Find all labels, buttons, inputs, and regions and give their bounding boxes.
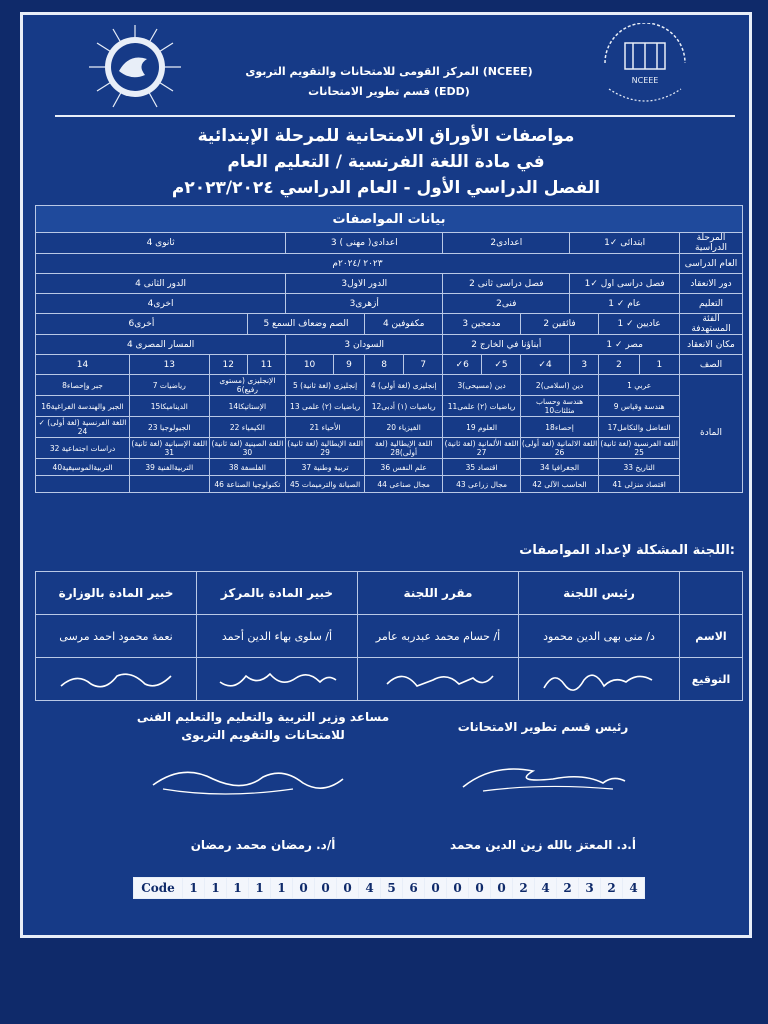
code-digit: 4 [623,878,645,899]
signature-row-label: التوقيع [680,658,743,701]
stage-option: اعدادى2 [443,233,570,254]
code-digit: 4 [359,878,381,899]
title-line-3: الفصل الدراسي الأول - العام الدراسي ٢٠٢٣/٢٠٢٤م [171,178,601,198]
subject-cell: الصيانة والترميمات 45 [286,476,365,493]
code-digit: 1 [249,878,271,899]
code-digit: 0 [491,878,513,899]
subject-cell: إنجليزى (لغة ثانية) 5 [286,375,365,396]
subject-cell: اقتصاد منزلى 41 [599,476,680,493]
header-divider [55,115,735,117]
member-signature [36,658,197,701]
session-label: دور الانعقاد [680,274,743,294]
subject-cell: اللغة الإسبانية (لغة ثانية) 31 [131,439,208,457]
grade-cell: 11 [247,355,285,375]
subject-cell: تكنولوجيا الصناعة 46 [209,476,286,493]
education-option: اخرى4 [36,294,286,314]
subject-cell: إحصاء18 [520,417,598,438]
subject-cell: اللغة الإيطالية (لغة ثانية) 29 [287,439,363,457]
committee-header: رئيس اللجنة [519,572,680,615]
grade-cell: 8 [365,355,404,375]
specification-table [35,205,743,493]
grade-label: الصف [680,355,743,375]
session-option: فصل دراسى اول ✓1 [570,274,680,294]
subject-cell: اللغة الألمانية (لغة ثانية) 27 [444,439,519,457]
grade-cell: 1 [639,355,679,375]
title-line-1: مواصفات الأوراق الامتحانية للمرحلة الإبتدائية [197,126,575,146]
target-option: عاديين ✓ 1 [599,314,680,335]
subject-cell: الديناميكا15 [130,396,210,417]
subject-cell: إنجليزى (لغة أولى) 4 [365,375,443,396]
code-digit: 2 [557,878,579,899]
subject-cell: اللغة الالمانية (لغة أولى) 26 [521,439,598,457]
code-digit: 0 [447,878,469,899]
subject-cell: عربي 1 [599,375,680,396]
left-emblem-logo [85,23,185,111]
member-name: أ/ سلوى بهاء الدين أحمد [197,615,358,658]
assistant-minister-title-line1: مساعد وزير التربية والتعليم والتعليم الفنى [136,710,390,724]
stage-option: ابتدائى ✓1 [570,233,680,254]
subject-cell: اللغة الفرنسية (لغة ثانية) 25 [600,439,678,457]
education-option: أزهرى3 [286,294,443,314]
subject-cell: رياضيات (٢) علمى 13 [286,396,365,417]
exam-dev-head-name: أ.د. المعتز بالله زين الدين محمد [450,838,636,852]
code-digit: 2 [513,878,535,899]
target-option: مدمجين 3 [443,314,521,335]
subject-cell: العلوم 19 [443,417,521,438]
education-option: عام ✓ 1 [570,294,680,314]
session-option: فصل دراسى ثانى 2 [443,274,570,294]
target-option: أخرى6 [36,314,248,335]
member-name: نعمة محمود احمد مرسى [36,615,197,658]
session-option: الدور الاول3 [286,274,443,294]
corner-cell [680,572,743,615]
code-digit: 1 [271,878,293,899]
subject-cell: الكيمياء 22 [209,417,286,438]
code-digit: 0 [337,878,359,899]
code-digit: 1 [183,878,205,899]
code-digit: 0 [293,878,315,899]
code-strip [133,877,645,899]
subject-cell: مجال زراعى 43 [443,476,521,493]
grade-cell: 7 [404,355,443,375]
target-option: مكفوفين 4 [365,314,443,335]
subject-cell [36,476,130,493]
place-option: السودان 3 [286,335,443,355]
subject-cell: الجبر والهندسة الفراغية16 [36,396,130,417]
subject-cell: رياضيات 7 [130,375,210,396]
subject-cell: التاريخ 33 [599,459,680,476]
place-option: مصر ✓ 1 [570,335,680,355]
subject-cell: الجغرافيا 34 [520,459,598,476]
education-label: التعليم [680,294,743,314]
session-option: الدور الثانى 4 [36,274,286,294]
subject-cell: التربيةالموسيقية40 [36,459,130,476]
subject-label: المادة [680,375,743,493]
org-name-line: المركز القومى للامتحانات والتقويم التربوى (NCEEE) [245,65,533,78]
grade-cell: 2 [599,355,639,375]
document-page [20,12,752,938]
member-signature [358,658,519,701]
title-line-2: في مادة اللغة الفرنسية / التعليم العام [227,152,545,172]
target-label: الفئة المستهدفة [680,314,743,335]
stage-option: اعدادى( مهنى ) 3 [286,233,443,254]
subject-cell: اللغة الصينية (لغة ثانية) 30 [209,438,286,459]
assistant-minister-name: أ/د. رمضان محمد رمضان [190,838,336,852]
subject-cell: اللغة الفرنسية (لغة أولى) ✓ 24 [36,417,130,438]
nceee-logo [595,23,695,111]
subject-cell: الجيولوجيا 23 [130,417,210,438]
committee-header: خبير المادة بالوزارة [36,572,197,615]
subject-cell: الفلسفة 38 [209,459,286,476]
code-digit: 2 [601,878,623,899]
subject-cell: الإستاتيكا14 [209,396,286,417]
exam-dev-head-title: رئيس قسم تطوير الامتحانات [457,720,629,734]
exam-dev-head-signature [453,753,633,803]
subject-cell: رياضيات (٢) علمى11 [443,396,521,417]
member-name: د/ منى بهى الدين محمود [519,615,680,658]
grade-cell: 6✓ [443,355,482,375]
member-signature [519,658,680,701]
place-label: مكان الانعقاد [680,335,743,355]
subject-cell: دين (مسيحى)3 [443,375,521,396]
assistant-minister-title-line2: للامتحانات والتقويم التربوى [181,728,345,742]
grade-cell: 5✓ [482,355,521,375]
committee-header: مقرر اللجنة [358,572,519,615]
member-name: أ/ حسام محمد عبدربه عامر [358,615,519,658]
subject-cell: الفيزياء 20 [365,417,443,438]
subject-cell: اقتصاد 35 [443,459,521,476]
grade-cell: 13 [130,355,210,375]
code-digit: 3 [579,878,601,899]
subject-cell: الأحياء 21 [286,417,365,438]
grade-cell: 12 [209,355,247,375]
place-option: أبناؤنا في الخارج 2 [443,335,570,355]
subject-cell: تربية وطنية 37 [286,459,365,476]
department-name-line: قسم تطوير الامتحانات (EDD) [308,85,470,98]
spec-heading: بيانات المواصفات [36,206,743,233]
code-digit: 5 [381,878,403,899]
grade-cell: 3 [570,355,599,375]
place-option: المسار المصرى 4 [36,335,286,355]
grade-cell: 14 [36,355,130,375]
committee-header: خبير المادة بالمركز [197,572,358,615]
year-label: العام الدراسى [680,254,743,274]
subject-cell: جبر وإحصاء8 [36,375,130,396]
code-digit: 6 [403,878,425,899]
target-option: فائقين 2 [520,314,598,335]
stage-label: المرحلة الدراسية [680,233,743,254]
subject-cell: هندسة وحساب مثلثات10 [520,396,598,417]
document-titles [23,123,749,201]
grade-cell: 4✓ [520,355,569,375]
education-option: فنى2 [443,294,570,314]
subject-cell: دراسات اجتماعية 32 [36,438,130,459]
code-digit: 0 [425,878,447,899]
code-digit: 4 [535,878,557,899]
subject-cell: رياضيات (١) أدبى12 [365,396,443,417]
year-value: ٢٠٢٣ /٢٠٢٤م [36,254,680,274]
header [23,19,749,119]
subject-cell: مجال صناعى 44 [365,476,443,493]
code-digit: 1 [227,878,249,899]
subject-cell: اللغة الإيطالية (لغة أولى)28 [365,438,443,459]
subject-cell [130,476,210,493]
code-digit: 0 [469,878,491,899]
subject-cell: هندسة وقياس 9 [599,396,680,417]
stage-option: ثانوى 4 [36,233,286,254]
grade-cell: 9 [333,355,364,375]
subject-cell: الإنجليزى (مستوى رفيع)6 [209,375,286,396]
assistant-minister-signature [143,759,363,809]
grade-cell: 10 [286,355,334,375]
subject-cell: دين (اسلامى)2 [520,375,598,396]
name-row-label: الاسم [680,615,743,658]
subject-cell: التربيةالفنية 39 [130,459,210,476]
officials-section [23,705,749,865]
target-option: الصم وضعاف السمع 5 [247,314,364,335]
subject-cell: التفاضل والتكامل17 [599,417,680,438]
subject-cell: علم النفس 36 [365,459,443,476]
code-label: Code [134,878,183,899]
member-signature [197,658,358,701]
logo-caption: NCEEE [631,76,659,85]
committee-table [35,571,743,701]
committee-title: اللجنة المشكلة لإعداد المواصفات: [519,543,735,558]
code-digit: 1 [205,878,227,899]
subject-cell: الحاسب الآلى 42 [520,476,598,493]
code-digit: 0 [315,878,337,899]
